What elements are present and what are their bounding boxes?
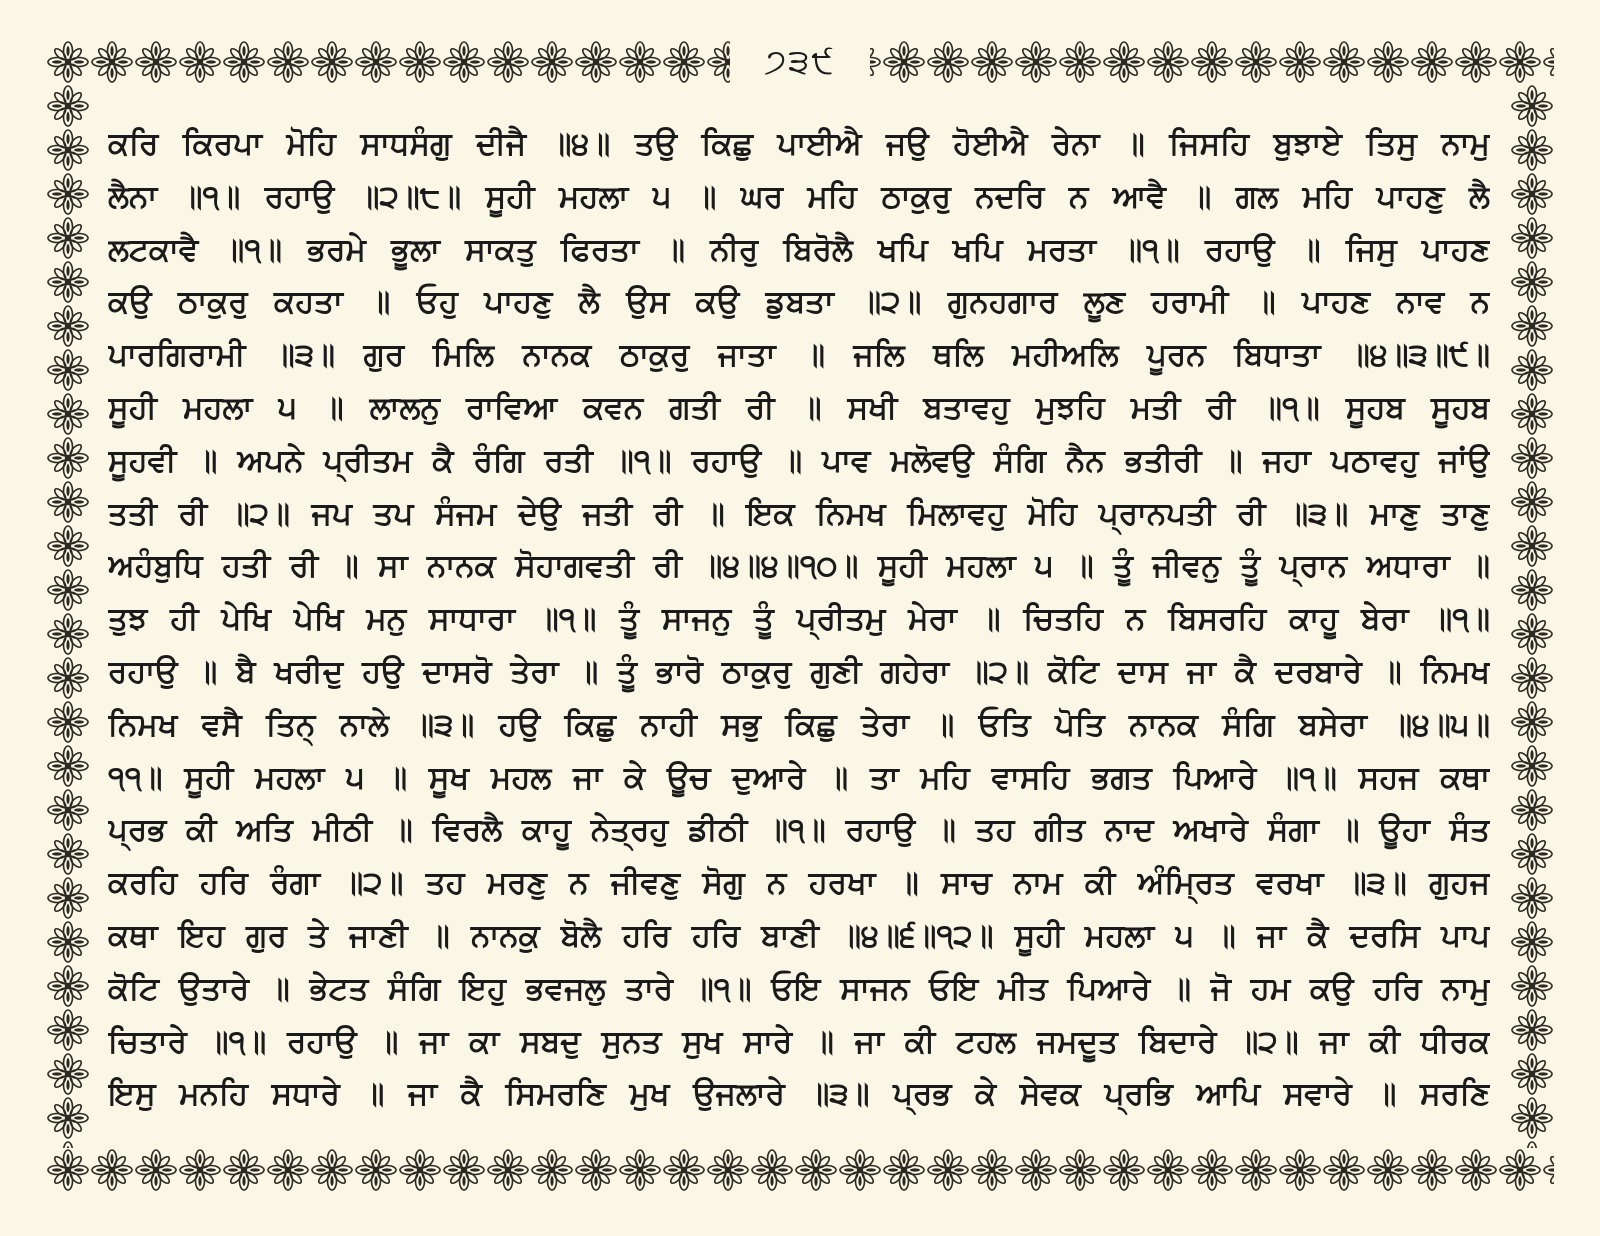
scripture-text-block	[108, 118, 1490, 1121]
text-line: ਚਿਤਾਰੇ ॥੧॥ ਰਹਾਉ ॥ ਜਾ ਕਾ ਸਬਦੁ ਸੁਨਤ ਸੁਖ ਸਾਰੇ ॥ ਜਾ ਕੀ ਟਹਲ ਜਮਦੂਤ ਬਿਦਾਰੇ ॥੨॥ ਜਾ ਕੀ ਧੀਰਕ	[108, 1023, 1490, 1060]
text-line: ਇਸੁ ਮਨਹਿ ਸਧਾਰੇ ॥ ਜਾ ਕੈ ਸਿਮਰਣਿ ਮੁਖ ਉਜਲਾਰੇ ॥੩॥ ਪ੍ਰਭ ਕੇ ਸੇਵਕ ਪ੍ਰਭਿ ਆਪਿ ਸਵਾਰੇ ॥ ਸਰਣਿ	[108, 1076, 1490, 1113]
text-line: ਕਰਹਿ ਹਰਿ ਰੰਗਾ ॥੨॥ ਤਹ ਮਰਣੁ ਨ ਜੀਵਣੁ ਸੋਗੁ ਨ ਹਰਖਾ ॥ ਸਾਚ ਨਾਮ ਕੀ ਅੰਮ੍ਰਿਤ ਵਰਖਾ ॥੩॥ ਗੁਹਜ	[108, 865, 1490, 902]
text-line: ਪ੍ਰਭ ਕੀ ਅਤਿ ਮੀਠੀ ॥ ਵਿਰਲੈ ਕਾਹੂ ਨੇਤ੍ਰਹੁ ਡੀਠੀ ॥੧॥ ਰਹਾਉ ॥ ਤਹ ਗੀਤ ਨਾਦ ਅਖਾਰੇ ਸੰਗਾ ॥ ਊਹਾ ਸੰਤ	[108, 812, 1490, 849]
text-line: ਕਉ ਠਾਕੁਰੁ ਕਹਤਾ ॥ ਓਹੁ ਪਾਹਣੁ ਲੈ ਉਸ ਕਉ ਡੁਬਤਾ ॥੨॥ ਗੁਨਹਗਾਰ ਲੂਣ ਹਰਾਮੀ ॥ ਪਾਹਣ ਨਾਵ ਨ	[108, 284, 1490, 321]
lotus-flower-ornament-icon	[46, 84, 90, 1148]
text-line: ੧੧॥ ਸੂਹੀ ਮਹਲਾ ੫ ॥ ਸੂਖ ਮਹਲ ਜਾ ਕੇ ਊਚ ਦੁਆਰੇ ॥ ਤਾ ਮਹਿ ਵਾਸਹਿ ਭਗਤ ਪਿਆਰੇ ॥੧॥ ਸਹਜ ਕਥਾ	[108, 759, 1490, 796]
right-ornamental-border	[1510, 84, 1554, 1148]
lotus-flower-ornament-icon	[46, 1148, 1554, 1192]
text-line: ਨਿਮਖ ਵਸੈ ਤਿਨ੍ ਨਾਲੇ ॥੩॥ ਹਉ ਕਿਛੁ ਨਾਹੀ ਸਭੁ ਕਿਛੁ ਤੇਰਾ ॥ ਓਤਿ ਪੋਤਿ ਨਾਨਕ ਸੰਗਿ ਬਸੇਰਾ ॥੪॥੫॥	[108, 706, 1490, 743]
text-line: ਸੂਹਵੀ ॥ ਅਪਨੇ ਪ੍ਰੀਤਮ ਕੈ ਰੰਗਿ ਰਤੀ ॥੧॥ ਰਹਾਉ ॥ ਪਾਵ ਮਲੋਵਉ ਸੰਗਿ ਨੈਨ ਭਤੀਰੀ ॥ ਜਹਾ ਪਠਾਵਹੁ ਜਾਂਉ	[108, 442, 1490, 479]
text-line: ਲੈਨਾ ॥੧॥ ਰਹਾਉ ॥੨॥੮॥ ਸੂਹੀ ਮਹਲਾ ੫ ॥ ਘਰ ਮਹਿ ਠਾਕੁਰੁ ਨਦਰਿ ਨ ਆਵੈ ॥ ਗਲ ਮਹਿ ਪਾਹਣੁ ਲੈ	[108, 178, 1490, 215]
text-line: ਕਥਾ ਇਹ ਗੁਰ ਤੇ ਜਾਣੀ ॥ ਨਾਨਕੁ ਬੋਲੈ ਹਰਿ ਹਰਿ ਬਾਣੀ ॥੪॥੬॥੧੨॥ ਸੂਹੀ ਮਹਲਾ ੫ ॥ ਜਾ ਕੈ ਦਰਸਿ ਪਾਪ	[108, 917, 1490, 954]
page-number: ੭੩੯	[764, 42, 836, 82]
left-ornamental-border	[46, 84, 90, 1148]
text-line: ਕਰਿ ਕਿਰਪਾ ਮੋਹਿ ਸਾਧਸੰਗੁ ਦੀਜੈ ॥੪॥ ਤਉ ਕਿਛੁ ਪਾਈਐ ਜਉ ਹੋਈਐ ਰੇਨਾ ॥ ਜਿਸਹਿ ਬੁਝਾਏ ਤਿਸੁ ਨਾਮੁ	[108, 126, 1490, 162]
text-line: ਸੂਹੀ ਮਹਲਾ ੫ ॥ ਲਾਲਨੁ ਰਾਵਿਆ ਕਵਨ ਗਤੀ ਰੀ ॥ ਸਖੀ ਬਤਾਵਹੁ ਮੁਝਹਿ ਮਤੀ ਰੀ ॥੧॥ ਸੂਹਬ ਸੂਹਬ	[108, 389, 1490, 426]
text-line: ਪਾਰਗਿਰਾਮੀ ॥੩॥ ਗੁਰ ਮਿਲਿ ਨਾਨਕ ਠਾਕੁਰੁ ਜਾਤਾ ॥ ਜਲਿ ਥਲਿ ਮਹੀਅਲਿ ਪੂਰਨ ਬਿਧਾਤਾ ॥੪॥੩॥੯॥	[108, 337, 1490, 374]
text-line: ਤੁਝ ਹੀ ਪੇਖਿ ਪੇਖਿ ਮਨੁ ਸਾਧਾਰਾ ॥੧॥ ਤੂੰ ਸਾਜਨੁ ਤੂੰ ਪ੍ਰੀਤਮੁ ਮੇਰਾ ॥ ਚਿਤਹਿ ਨ ਬਿਸਰਹਿ ਕਾਹੂ ਬੇਰਾ ॥੧॥	[108, 601, 1490, 638]
text-line: ਅਹੰਬੁਧਿ ਹਤੀ ਰੀ ॥ ਸਾ ਨਾਨਕ ਸੋਹਾਗਵਤੀ ਰੀ ॥੪॥੪॥੧੦॥ ਸੂਹੀ ਮਹਲਾ ੫ ॥ ਤੂੰ ਜੀਵਨੁ ਤੂੰ ਪ੍ਰਾਨ ਅਧਾਰਾ ॥	[108, 548, 1490, 585]
text-line: ਰਹਾਉ ॥ ਬੈ ਖਰੀਦੁ ਹਉ ਦਾਸਰੋ ਤੇਰਾ ॥ ਤੂੰ ਭਾਰੋ ਠਾਕੁਰੁ ਗੁਣੀ ਗਹੇਰਾ ॥੨॥ ਕੋਟਿ ਦਾਸ ਜਾ ਕੈ ਦਰਬਾਰੇ ॥ ਨਿਮਖ	[108, 653, 1490, 690]
text-line: ਕੋਟਿ ਉਤਾਰੇ ॥ ਭੇਟਤ ਸੰਗਿ ਇਹੁ ਭਵਜਲੁ ਤਾਰੇ ॥੧॥ ਓਇ ਸਾਜਨ ਓਇ ਮੀਤ ਪਿਆਰੇ ॥ ਜੋ ਹਮ ਕਉ ਹਰਿ ਨਾਮੁ	[108, 970, 1490, 1007]
lotus-flower-ornament-icon	[1510, 84, 1554, 1148]
page-number-container	[730, 40, 870, 84]
text-line: ਤਤੀ ਰੀ ॥੨॥ ਜਪ ਤਪ ਸੰਜਮ ਦੇਉ ਜਤੀ ਰੀ ॥ ਇਕ ਨਿਮਖ ਮਿਲਾਵਹੁ ਮੋਹਿ ਪ੍ਰਾਨਪਤੀ ਰੀ ॥੩॥ ਮਾਣੁ ਤਾਣੁ	[108, 495, 1490, 532]
bottom-ornamental-border	[46, 1148, 1554, 1192]
text-line: ਲਟਕਾਵੈ ॥੧॥ ਭਰਮੇ ਭੂਲਾ ਸਾਕਤੁ ਫਿਰਤਾ ॥ ਨੀਰੁ ਬਿਰੋਲੈ ਖਪਿ ਖਪਿ ਮਰਤਾ ॥੧॥ ਰਹਾਉ ॥ ਜਿਸੁ ਪਾਹਣ	[108, 231, 1490, 268]
